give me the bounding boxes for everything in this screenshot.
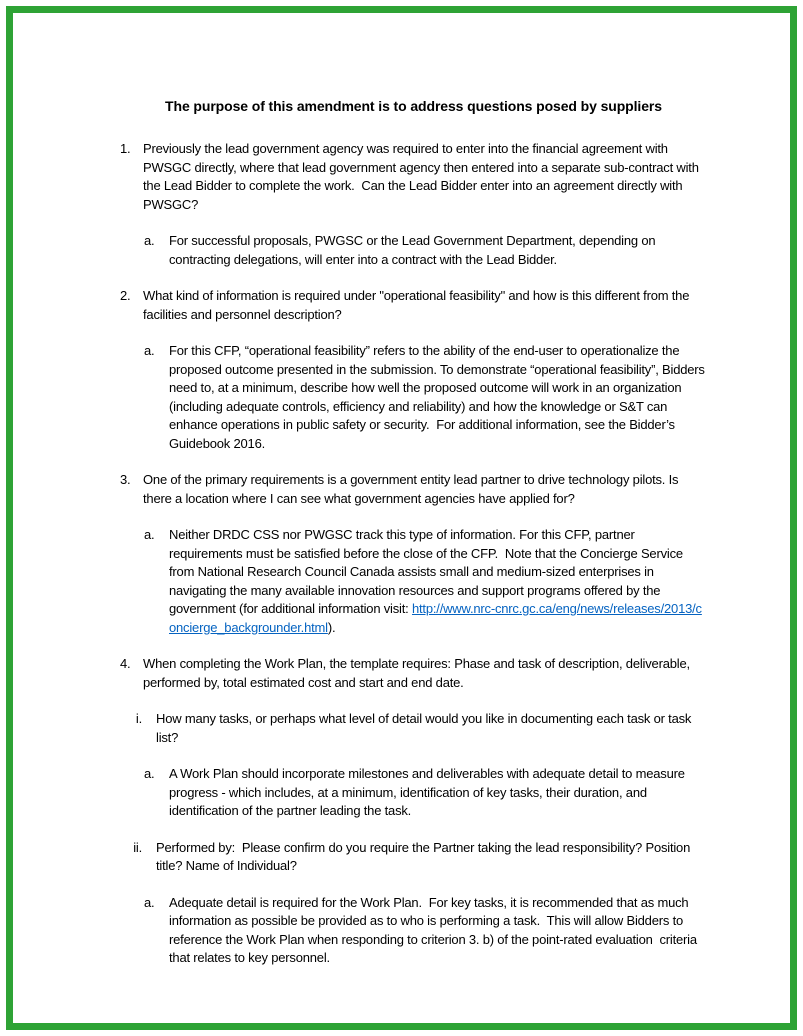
concierge-backgrounder-link[interactable]: http://www.nrc-cnrc.gc.ca/eng/news/releases/2013/concierge_backgrounder.html <box>169 601 702 635</box>
answer-text: Neither DRDC CSS nor PWGSC track this type of information. For this CFP, partner requirements must be satisfied before the close of the CFP. Note that the Concierge Service from National Research Council Canada assists small and medium-sized enterprises in navigating the many available innovation resources and support programs offered by the government (for additional information visit: http://www.nrc-cnrc.gc.ca/eng/news/releases/2013/concierge_backgrounder.html). <box>169 527 702 635</box>
answer-text: Adequate detail is required for the Work Plan. For key tasks, it is recommended that as much information as possible be provided as to who is performing a task. This will allow Bidders to reference the Work Plan when responding to criterion 3. b) of the point-rated evaluation criteria that relates to key personnel. <box>169 894 701 965</box>
list-marker: 3. <box>120 472 131 487</box>
question-2 <box>120 287 707 324</box>
list-marker: a. <box>144 343 155 358</box>
question-1 <box>120 140 707 214</box>
question-4 <box>120 655 707 692</box>
list-marker: a. <box>144 527 155 542</box>
qa-list <box>120 140 707 968</box>
list-marker: 1. <box>120 141 131 156</box>
sub-question-4ii <box>120 839 707 876</box>
page-title: The purpose of this amendment is to address questions posed by suppliers <box>165 98 662 114</box>
list-marker: 4. <box>120 656 131 671</box>
list-marker: 2. <box>120 288 131 303</box>
answer-4iia <box>120 894 707 968</box>
answer-text: Performed by: Please confirm do you require the Partner taking the lead responsibility? Position title? Name of Individual? <box>156 839 694 873</box>
question-text: When completing the Work Plan, the template requires: Phase and task of description, deliverable, performed by, total estimated cost and start and end date. <box>143 656 694 690</box>
answer-4ia <box>120 765 707 821</box>
question-3 <box>120 471 707 508</box>
list-marker: a. <box>144 233 155 248</box>
answer-2a <box>120 342 707 453</box>
list-marker: a. <box>144 766 155 781</box>
list-marker: a. <box>144 894 155 910</box>
answer-text: A Work Plan should incorporate milestones and deliverables with adequate detail to measure progress - which includes, at a minimum, identification of key tasks, their duration, and identification of the partner leading the task. <box>169 766 689 818</box>
question-text: Previously the lead government agency was required to enter into the financial agreement with PWSGC directly, where that lead government agency then entered into a separate sub-contract with the Lead Bidder to complete the work. Can the Lead Bidder enter into an agreement directly with PWSGC? <box>143 141 703 212</box>
question-text: One of the primary requirements is a government entity lead partner to drive technology pilots. Is there a location where I can see what government agencies have applied for? <box>143 472 682 506</box>
answer-3a <box>120 526 707 637</box>
answer-text: For successful proposals, PWGSC or the Lead Government Department, depending on contracting delegations, will enter into a contract with the Lead Bidder. <box>169 233 659 267</box>
question-text: What kind of information is required under "operational feasibility" and how is this different from the facilities and personnel description? <box>143 288 693 322</box>
answer-text: How many tasks, or perhaps what level of detail would you like in documenting each task or task list? <box>156 711 695 745</box>
sub-question-4i <box>120 710 707 747</box>
answer-text: For this CFP, “operational feasibility” refers to the ability of the end-user to operationalize the proposed outcome presented in the submission. To demonstrate “operational feasibility”, Bidders need to, at a minimum, describe how well the proposed outcome will work in an organization (including adequate controls, efficiency and reliability) and how the knowledge or S&T can enhance operations in public safety or security. For additional information, see the Bidder’s Guidebook 2016. <box>169 343 709 451</box>
answer-1a <box>120 232 707 269</box>
list-marker: ii. <box>133 839 142 855</box>
list-marker: i. <box>135 711 142 726</box>
